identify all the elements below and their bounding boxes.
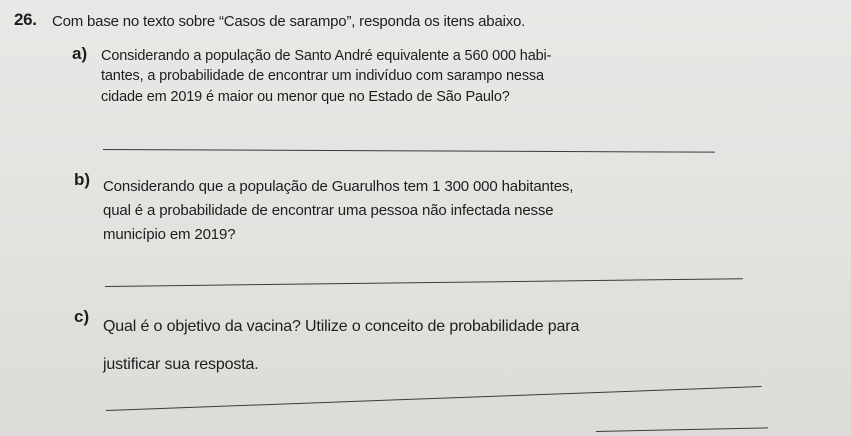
item-a-text (101, 46, 551, 107)
question-number: 26. (14, 10, 37, 29)
answer-line-b[interactable] (105, 278, 743, 287)
item-b-text (103, 175, 573, 247)
item-c-line-1: Qual é o objetivo da vacina? Utilize o conceito de probabilidade para (103, 318, 580, 335)
item-b-line-1: Considerando que a população de Guarulhos tem 1 300 000 habitantes, (103, 178, 574, 195)
item-a-line-1: Considerando a população de Santo André equivalente a 560 000 habi- (101, 48, 552, 64)
item-a-letter: a) (72, 44, 88, 63)
item-b-line-3: município em 2019? (103, 226, 236, 243)
item-b-line-2: qual é a probabilidade de encontrar uma pessoa não infectada nesse (103, 202, 554, 219)
item-a-line-2: tantes, a probabilidade de encontrar um indivíduo com sarampo nessa (101, 68, 544, 85)
question-intro: Com base no texto sobre “Casos de sarampo”, responda os itens abaixo. (52, 13, 526, 30)
answer-line-c-extra[interactable] (596, 427, 768, 432)
answer-line-c[interactable] (106, 386, 762, 411)
item-b-letter: b) (74, 170, 91, 189)
item-c-line-2: justificar sua resposta. (103, 356, 259, 374)
item-c-text (103, 308, 579, 385)
answer-line-a[interactable] (103, 149, 715, 153)
item-a-line-3: cidade em 2019 é maior ou menor que no Estado de São Paulo? (101, 88, 510, 105)
item-c-letter: c) (74, 307, 90, 326)
